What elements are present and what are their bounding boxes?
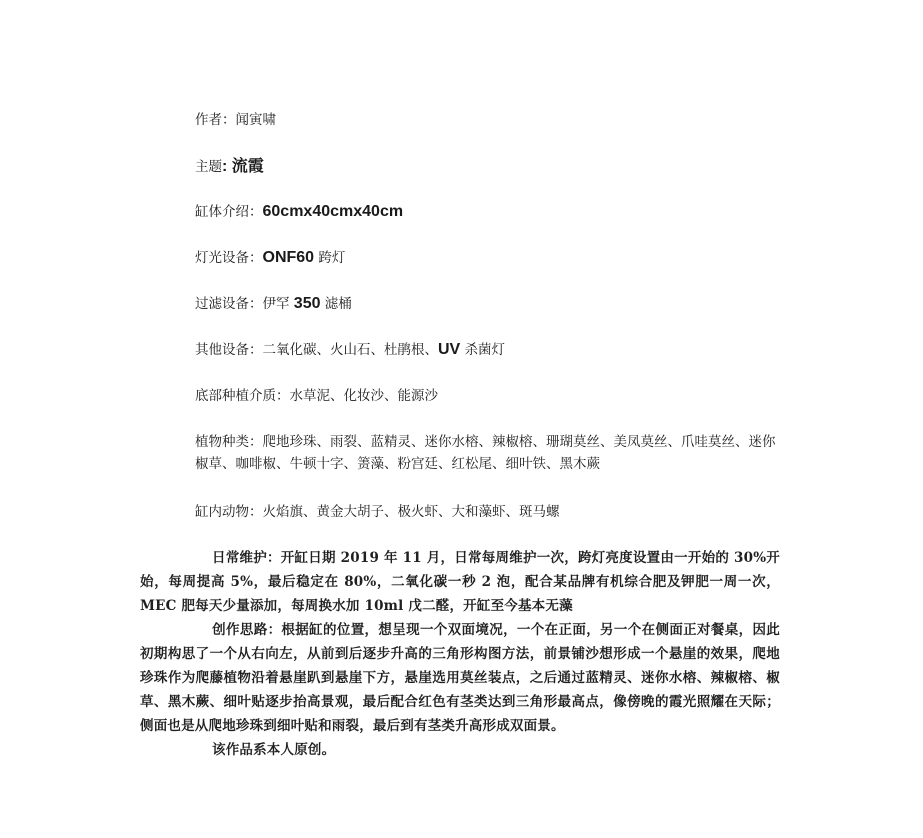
animals-value: 火焰旗、黄金大胡子、极火虾、大和藻虾、斑马螺 [262,504,560,520]
light-label: 灯光设备： [195,250,263,266]
animals-line [195,501,560,523]
other-items: 二氧化碳、火山石、杜鹃根、 [262,342,438,358]
other-line [195,339,505,361]
substrate-label: 底部种植介质： [195,388,290,404]
other-label: 其他设备： [195,342,263,358]
original-text: 该作品系本人原创。 [212,742,336,758]
plants-value: 爬地珍珠、雨裂、蓝精灵、迷你水榕、辣椒榕、珊瑚莫丝、美凤莫丝、爪哇莫丝、迷你椒草、咖啡椒、牛顿十字、箦藻、粉宫廷、红松尾、细叶铁、黑木蕨 [195,434,776,472]
other-rest: 杀菌灯 [460,342,506,358]
original-paragraph [140,738,780,762]
tank-value: 60cmx40cmx40cm [262,203,404,220]
filter-label: 过滤设备： [195,296,263,312]
filter-line [195,293,352,315]
substrate-line [195,385,438,407]
tank-line [195,201,403,223]
plants-line [195,431,785,475]
theme-value: : 流霞 [222,158,264,175]
filter-type: 滤桶 [320,296,352,312]
light-type: 跨灯 [314,250,346,266]
concept-paragraph [140,618,780,738]
concept-text: 创作思路：根据缸的位置，想呈现一个双面境况，一个在正面，另一个在侧面正对餐桌，因此初期构思了一个从右向左，从前到后逐步升高的三角形构图方法，前景铺沙想形成一个悬崖的效果，爬地珍珠作为爬藤植物沿着悬崖趴到悬崖下方，悬崖选用莫丝装点，之后通过蓝精灵、迷你水榕、辣椒榕、椒草、黑木蕨、细叶贴逐步抬高景观，最后配合红色有茎类达到三角形最高点，像傍晚的霞光照耀在天际；侧面也是从爬地珍珠到细叶贴和雨裂，最后到有茎类升高形成双面景。 [140,622,780,734]
maintenance-paragraph [140,546,780,618]
author-value: 闻寅啸 [235,112,276,128]
author-label: 作者： [195,112,236,128]
filter-brand: 伊罕 [262,296,294,312]
body-paragraphs [140,546,780,762]
maintenance-text: 日常维护：开缸日期 2019 年 11 月，日常每周维护一次，跨灯亮度设置由一开始的 30%开始，每周提高 5%，最后稳定在 80%，二氧化碳一秒 2 泡，配合某品牌有机综合肥及钾肥一周一次，MEC 肥每天少量添加，每周换水加 10ml 戊二醛，开缸至今基本无藻 [140,550,780,614]
animals-label: 缸内动物： [195,504,263,520]
theme-label: 主题 [195,159,222,175]
other-uv: UV [438,341,461,358]
light-model: ONF60 [262,249,315,266]
tank-label: 缸体介绍： [195,204,263,220]
light-line [195,247,345,269]
theme-line [195,156,264,178]
plants-label: 植物种类： [195,434,263,450]
filter-model: 350 [293,295,321,312]
substrate-value: 水草泥、化妆沙、能源沙 [289,388,438,404]
author-line [195,109,276,131]
